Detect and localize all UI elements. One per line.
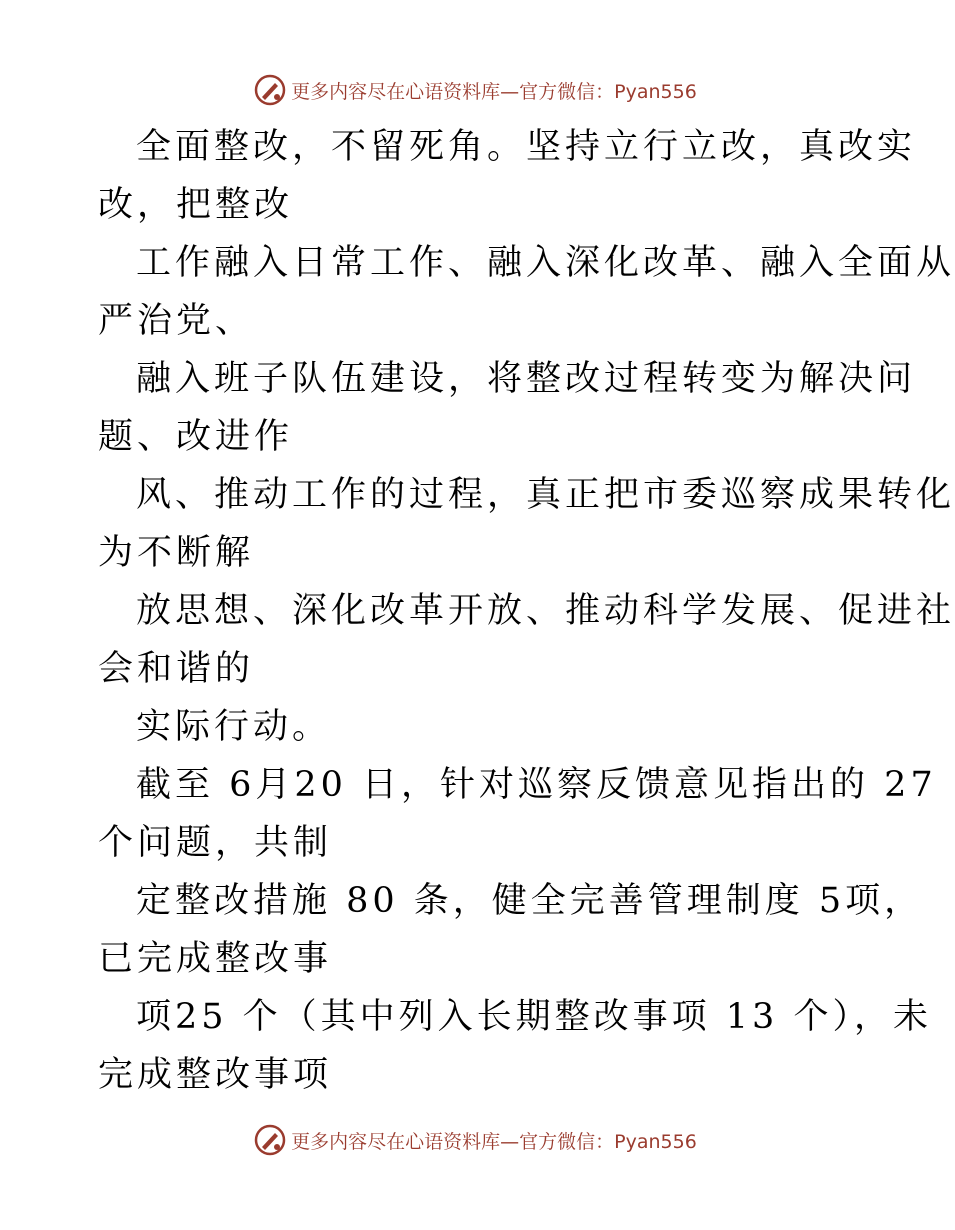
- footer-watermark-text: 更多内容尽在心语资料库—官方微信：Pyan556: [291, 1130, 697, 1153]
- body-line: 会和谐的: [98, 649, 255, 689]
- body-line: 定整改措施 80 条，健全完善管理制度 5项，: [136, 881, 924, 921]
- document-body: [98, 118, 955, 1104]
- pen-seal-icon: [253, 1123, 287, 1157]
- pen-seal-icon: [253, 73, 287, 107]
- body-line: 放思想、深化改革开放、推动科学发展、促进社: [136, 591, 955, 631]
- body-line: 项25 个（其中列入长期整改事项 13 个），未: [136, 997, 932, 1037]
- body-line: 已完成整改事: [98, 939, 333, 979]
- body-line: 严治党、: [98, 301, 255, 341]
- body-line: 完成整改事项: [98, 1055, 333, 1095]
- body-line: 个问题，共制: [98, 823, 333, 863]
- body-line: 融入班子队伍建设，将整改过程转变为解决问: [136, 359, 917, 399]
- body-line: 实际行动。: [136, 707, 332, 747]
- header-watermark-text: 更多内容尽在心语资料库—官方微信：Pyan556: [291, 80, 697, 103]
- body-line: 改，把整改: [98, 185, 294, 225]
- footer-watermark: [0, 1120, 950, 1160]
- body-line: 工作融入日常工作、融入深化改革、融入全面从: [136, 243, 955, 283]
- body-line: 为不断解: [98, 533, 255, 573]
- body-line: 截至 6月20 日，针对巡察反馈意见指出的 27: [136, 765, 937, 805]
- body-line: 全面整改，不留死角。坚持立行立改，真改实: [136, 127, 917, 167]
- header-watermark: [0, 70, 950, 110]
- body-line: 题、改进作: [98, 417, 294, 457]
- body-line: 风、推动工作的过程，真正把市委巡察成果转化: [136, 475, 955, 515]
